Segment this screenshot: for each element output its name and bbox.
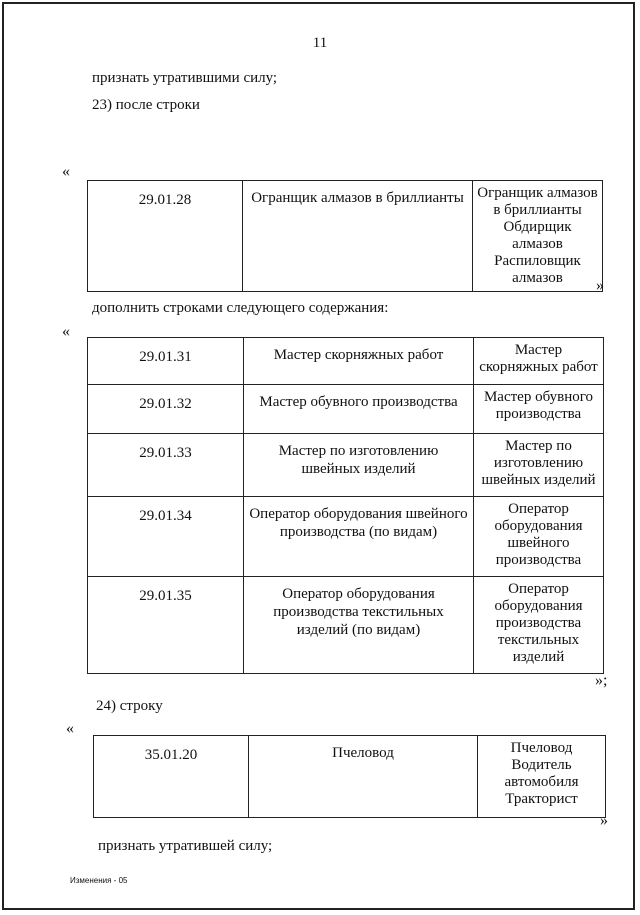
item-23-heading: 23) после строки [92, 97, 200, 113]
repeal-line: признать утратившими силу; [92, 70, 278, 86]
table-row [88, 434, 604, 497]
table-row [88, 181, 603, 292]
row-name: Мастер скорняжных работ [244, 338, 474, 385]
table-row [88, 338, 604, 385]
table-row [94, 736, 606, 818]
row-code: 29.01.34 [88, 497, 244, 577]
open-quote-1: « [62, 163, 70, 180]
close-quote-1: » [596, 277, 604, 294]
table-row [88, 497, 604, 577]
row-name: Пчеловод [249, 736, 478, 818]
row-name: Мастер обувного производства [244, 385, 474, 434]
row-name: Огранщик алмазов в бриллианты [243, 181, 473, 292]
row-profession: Оператор оборудования производства текстильных изделий [474, 577, 604, 674]
supplement-text: дополнить строками следующего содержания: [92, 300, 389, 316]
row-code: 29.01.33 [88, 434, 244, 497]
row-profession: Мастер скорняжных работ [474, 338, 604, 385]
item-24-heading: 24) строку [96, 698, 163, 714]
open-quote-2: « [62, 323, 70, 340]
table-row [88, 385, 604, 434]
footer-note: Изменения - 05 [70, 876, 128, 885]
page-number: 11 [312, 35, 328, 51]
row-name: Мастер по изготовлению швейных изделий [244, 434, 474, 497]
table-new-rows [87, 337, 604, 674]
row-profession: Пчеловод Водитель автомобиля Тракторист [478, 736, 606, 818]
close-quote-3: » [600, 812, 608, 829]
row-code: 29.01.31 [88, 338, 244, 385]
row-name: Оператор оборудования швейного производства (по видам) [244, 497, 474, 577]
row-profession: Оператор оборудования швейного производства [474, 497, 604, 577]
row-code: 35.01.20 [94, 736, 249, 818]
row-profession: Огранщик алмазов в бриллианты Обдирщик алмазов Распиловщик алмазов [473, 181, 603, 292]
table-row-to-repeal [93, 735, 606, 818]
row-code: 29.01.28 [88, 181, 243, 292]
table-row [88, 577, 604, 674]
open-quote-3: « [66, 720, 74, 737]
row-profession: Мастер обувного производства [474, 385, 604, 434]
row-code: 29.01.32 [88, 385, 244, 434]
row-profession: Мастер по изготовлению швейных изделий [474, 434, 604, 497]
repeal-line-last: признать утратившей силу; [98, 838, 273, 854]
row-name: Оператор оборудования производства текстильных изделий (по видам) [244, 577, 474, 674]
close-quote-2: »; [595, 672, 608, 689]
table-after-row [87, 180, 603, 292]
row-code: 29.01.35 [88, 577, 244, 674]
